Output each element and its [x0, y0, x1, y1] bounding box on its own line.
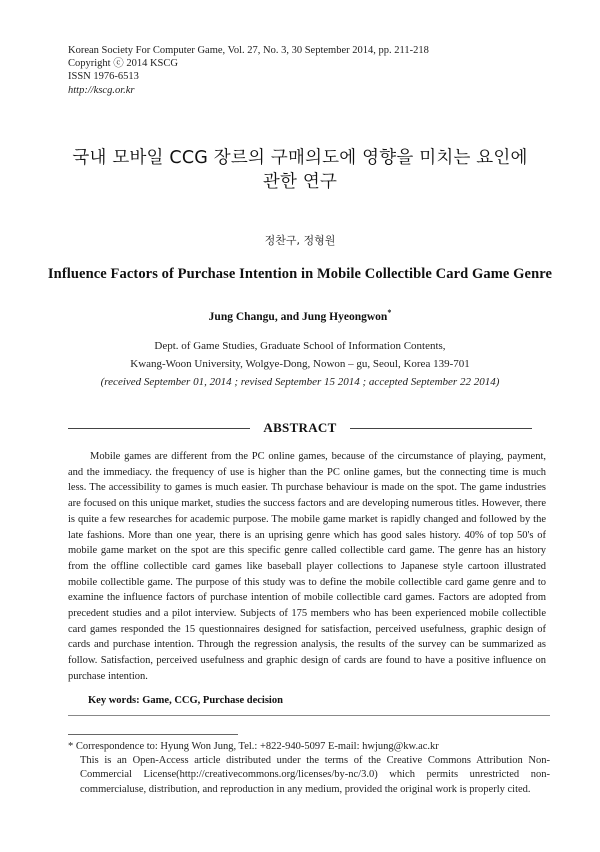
abstract-heading-label: ABSTRACT: [263, 420, 337, 435]
journal-copyright: Copyright ⓒ 2014 KSCG: [68, 58, 178, 70]
heading-rule-right: [350, 428, 532, 429]
title-english: Influence Factors of Purchase Intention in Mobile Collectible Card Game Genre: [47, 266, 553, 282]
authors-korean: 정찬구, 정형원: [264, 234, 336, 247]
journal-info: [68, 44, 429, 97]
affiliation-dept: Dept. of Game Studies, Graduate School of Information Contents,: [154, 340, 446, 352]
affiliation: [20, 337, 580, 391]
correspondence-mark: *: [387, 308, 392, 317]
journal-citation: Korean Society For Computer Game, Vol. 27, No. 3, 30 September 2014, pp. 211-218: [68, 45, 429, 56]
section-divider: [68, 715, 550, 716]
author-names: Jung Changu, and Jung Hyeongwon: [208, 310, 388, 323]
title-korean-line1: 국내 모바일 CCG 장르의 구매의도에 영향을 미치는 요인에: [72, 148, 528, 168]
submission-dates: (received September 01, 2014 ; revised September 15 2014 ; accepted September 22 2014): [100, 376, 500, 388]
abstract-body: Mobile games are different from the PC online games, because of the circumstance of playing, payment, and the immediacy. the frequency of use is higher than the PC online games, but the connecting time is much less. The accessibility to games is much easier. Th purchase behaviour is made on the spot. The game industries are focused on this unique market, studies the success factors and are developing numerous titles. However, there is quite a few researches for academic purpose. The mobile game market is rapidly changed and followed by the late fashions. More than one year, there is an uprising genre which has good sales history. 40% of top 50's of mobile game market on the spot are this specific genre called collectible card game. The genre has an history from the offline collectible card games like baseball player collections to Japanese style cartoon illustrated mobile collectible game. The purpose of this study was to define the mobile collectible card game genre and to examine the influence factors of purchase intention of mobile collectible card games. Factors are adopted from precedent studies and a pilot interview. Subjects of 175 members who has been experienced mobile collectible card games responded the 15 questionnaires designed for satisfaction, perceived usefulness, graphic design of cards and purchase intention. Through the regression analysis, the results of the survey can be summarized as follow. Satisfaction, perceived usefulness and graphic design of cards are found to have a positive influence on purchase intention.: [68, 451, 546, 682]
abstract-heading: [68, 418, 532, 442]
affiliation-address: Kwang-Woon University, Wolgye-Dong, Nowon – gu, Seoul, Korea 139-701: [130, 358, 470, 370]
footnote-license: This is an Open-Access article distributed under the terms of the Creative Commons Attribution Non-Commercial License(http://creativecommons.org/licenses/by-nc/3.0) which permits unrestricted non-commercialuse, distribution, and reproduction in any medium, provided the original work is properly cited.: [80, 755, 550, 795]
journal-url[interactable]: http://kscg.or.kr: [68, 84, 135, 96]
footnote-divider: [68, 734, 238, 735]
title-korean-line2: 관한 연구: [262, 172, 338, 192]
footnote: [68, 740, 550, 797]
journal-issn: ISSN 1976-6513: [68, 71, 139, 83]
keywords: Key words: Game, CCG, Purchase decision: [88, 695, 283, 706]
footnote-correspondence: * Correspondence to: Hyung Won Jung, Tel.: +822-940-5097 E-mail: hwjung@kw.ac.kr: [68, 741, 439, 752]
title-korean: [40, 146, 560, 194]
authors-english: [40, 308, 560, 323]
